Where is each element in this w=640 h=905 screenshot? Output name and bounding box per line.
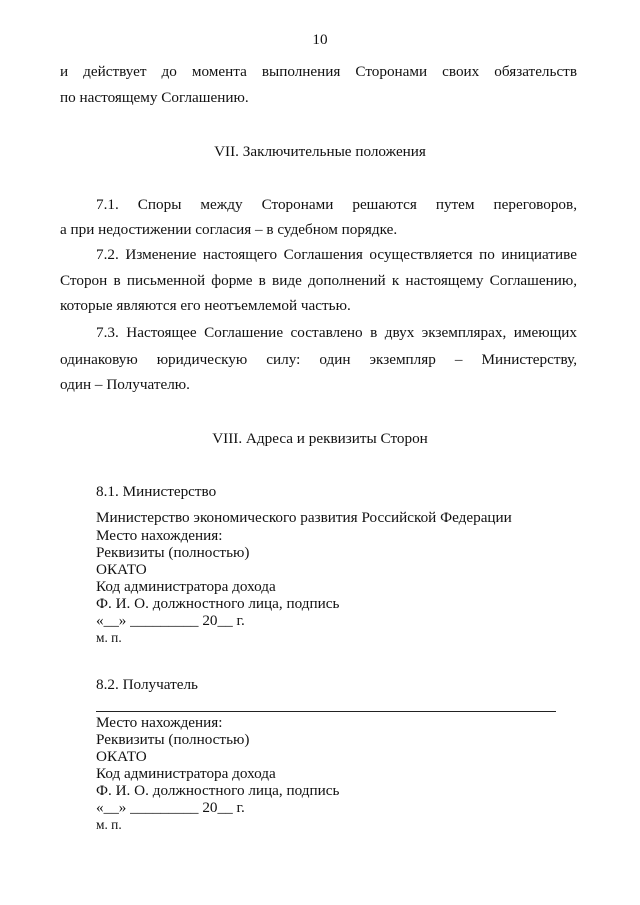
recipient-admin-code: Код администратора дохода [96,765,276,782]
clause-7-3-line-1: 7.3. Настоящее Соглашение составлено в двух экземплярах, имеющих [96,324,577,341]
recipient-okato: ОКАТО [96,748,147,765]
ministry-signatory: Ф. И. О. должностного лица, подпись [96,595,340,612]
ministry-okato: ОКАТО [96,561,147,578]
intro-line-1: и действует до момента выполнения Сторонами своих обязательств [60,63,577,80]
recipient-seal-mark: м. п. [96,817,122,832]
clause-7-1-line-2: а при недостижении согласия – в судебном порядке. [60,221,398,238]
clause-7-1-line-1: 7.1. Споры между Сторонами решаются путем переговоров, [96,196,577,213]
ministry-admin-code: Код администратора дохода [96,578,276,595]
recipient-signatory: Ф. И. О. должностного лица, подпись [96,782,340,799]
section-7-heading: VII. Заключительные положения [214,143,426,160]
clause-7-2-line-3: которые являются его неотъемлемой частью. [60,297,351,314]
recipient-date-line: «__» _________ 20__ г. [96,799,245,816]
clause-7-2-line-2: Сторон в письменной форме в виде дополнений к настоящему Соглашению, [60,272,577,289]
intro-line-2: по настоящему Соглашению. [60,89,249,106]
ministry-seal-mark: м. п. [96,630,122,645]
ministry-name: Министерство экономического развития Российской Федерации [96,509,512,526]
clause-7-2-line-1: 7.2. Изменение настоящего Соглашения осуществляется по инициативе [96,246,577,263]
recipient-name-rule [96,711,556,712]
recipient-requisites: Реквизиты (полностью) [96,731,250,748]
ministry-requisites: Реквизиты (полностью) [96,544,250,561]
page-number: 10 [312,31,328,48]
recipient-location: Место нахождения: [96,714,223,731]
clause-7-3-line-3: один – Получателю. [60,376,190,393]
ministry-date-line: «__» _________ 20__ г. [96,612,245,629]
recipient-title: 8.2. Получатель [96,676,198,693]
ministry-title: 8.1. Министерство [96,483,217,500]
section-8-heading: VIII. Адреса и реквизиты Сторон [212,430,428,447]
clause-7-3-line-2: одинаковую юридическую силу: один экземпляр – Министерству, [60,351,577,368]
ministry-location: Место нахождения: [96,527,223,544]
